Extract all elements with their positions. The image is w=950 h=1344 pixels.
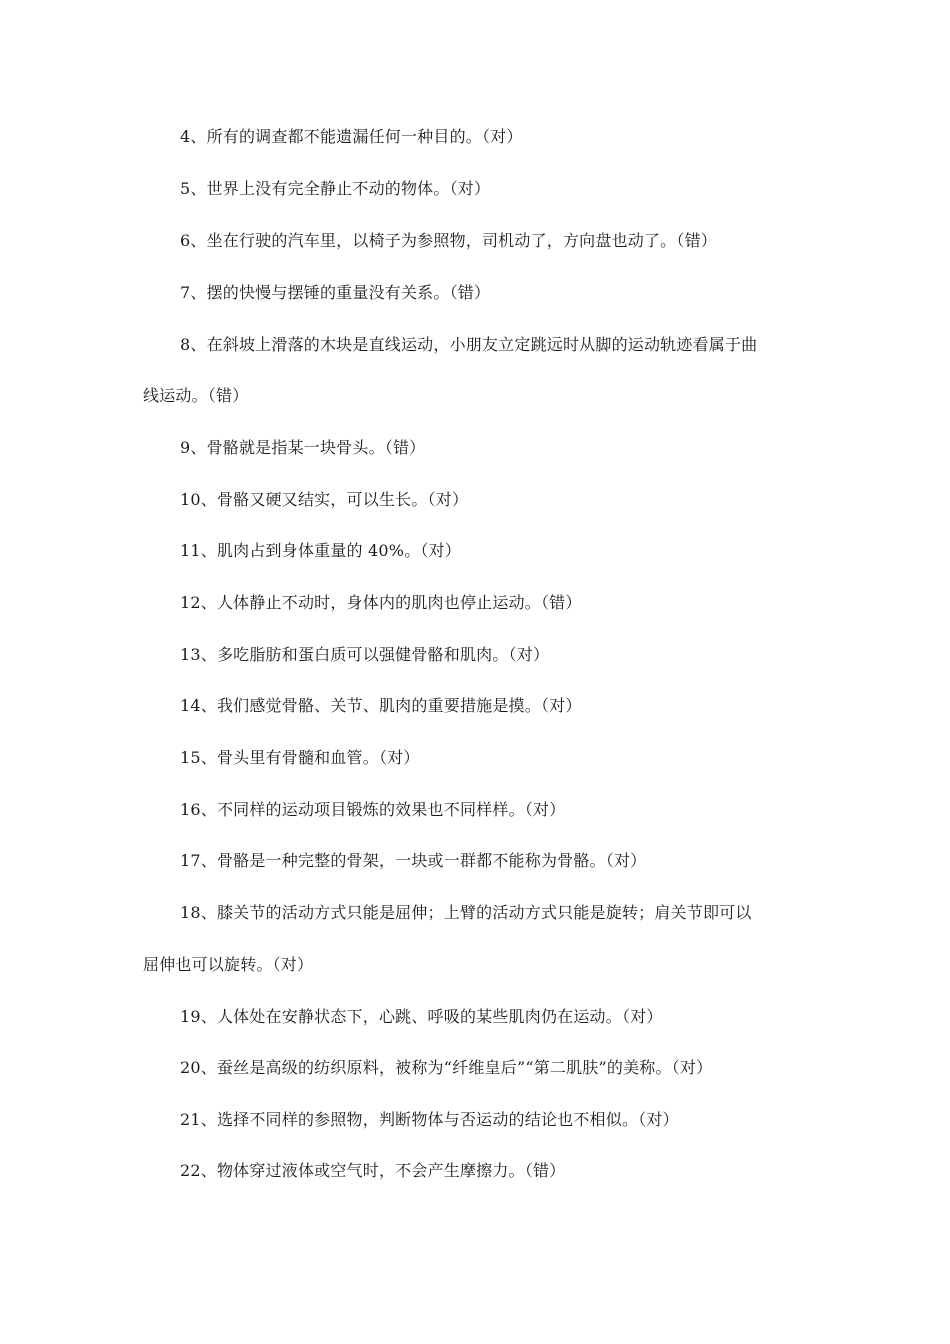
statement-13: 13、多吃脂肪和蛋白质可以强健骨骼和肌肉。（对） [180,645,550,664]
statement-5: 5、世界上没有完全静止不动的物体。（对） [180,179,491,198]
statement-17: 17、骨骼是一种完整的骨架，一块或一群都不能称为骨骼。（对） [180,851,647,870]
statement-7: 7、摆的快慢与摆锤的重量没有关系。（错） [180,283,491,302]
statement-9: 9、骨骼就是指某一块骨头。（错） [180,438,426,457]
statement-20: 20、蚕丝是高级的纺织原料，被称为“纤维皇后”“第二肌肤”的美称。（对） [180,1058,713,1077]
statement-8-line-2: 线运动。（错） [143,386,249,405]
statement-8-line-1: 8、在斜坡上滑落的木块是直线运动，小朋友立定跳远时从脚的运动轨迹看属于曲 [180,335,758,354]
statement-10: 10、骨骼又硬又结实，可以生长。（对） [180,490,469,509]
statement-15: 15、骨头里有骨髓和血管。（对） [180,748,420,767]
statement-6: 6、坐在行驶的汽车里，以椅子为参照物，司机动了，方向盘也动了。（错） [180,231,717,250]
statement-4: 4、所有的调查都不能遗漏任何一种目的。（对） [180,127,523,146]
statement-19: 19、人体处在安静状态下，心跳、呼吸的某些肌肉仍在运动。（对） [180,1007,663,1026]
statement-12: 12、人体静止不动时，身体内的肌肉也停止运动。（错） [180,593,582,612]
statement-18-line-2: 屈伸也可以旋转。（对） [143,955,314,974]
statement-22: 22、物体穿过液体或空气时，不会产生摩擦力。（错） [180,1161,566,1180]
statement-16: 16、不同样的运动项目锻炼的效果也不同样样。（对） [180,800,566,819]
statement-14: 14、我们感觉骨骼、关节、肌肉的重要措施是摸。（对） [180,696,582,715]
statement-18-line-1: 18、膝关节的活动方式只能是屈伸；上臂的活动方式只能是旋转；肩关节即可以 [180,903,752,922]
statement-11: 11、肌肉占到身体重量的 40%。（对） [180,541,462,560]
statement-21: 21、选择不同样的参照物，判断物体与否运动的结论也不相似。（对） [180,1110,679,1129]
